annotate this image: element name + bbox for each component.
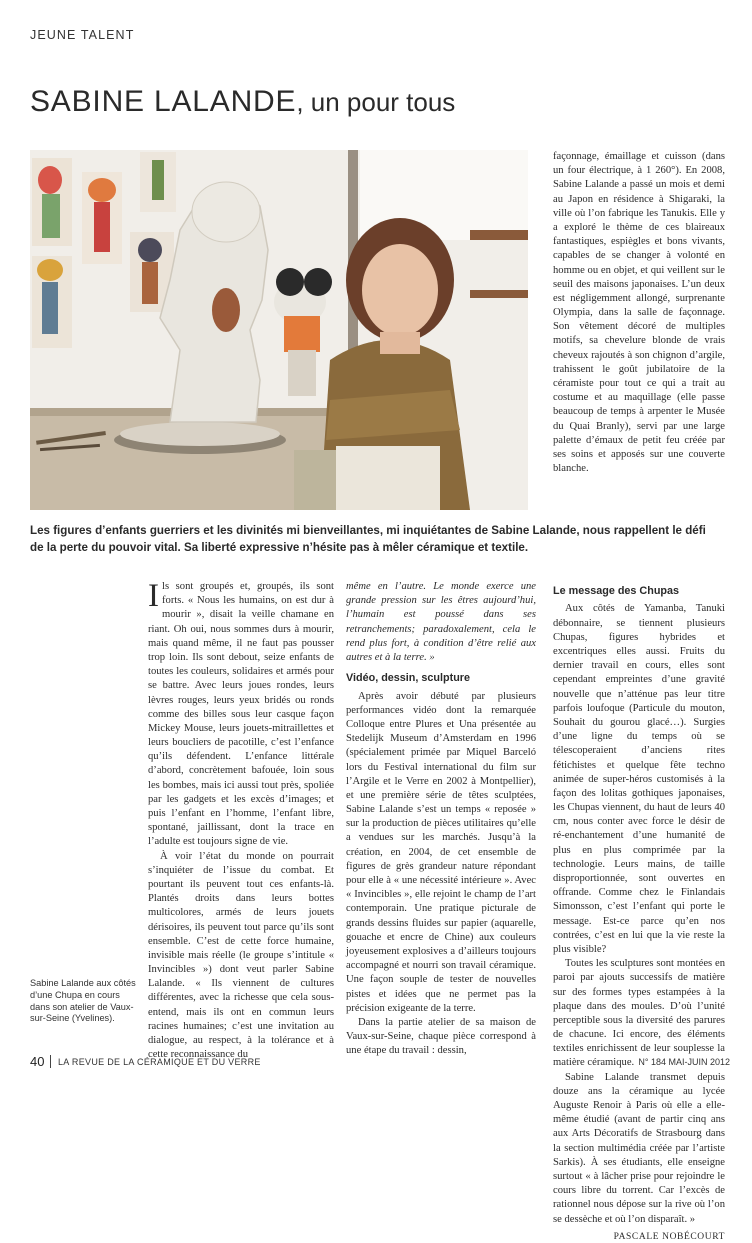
paragraph: Toutes les sculptures sont montées en paroi par ajouts successifs de matière sur des formes types estampées à la plaque dans des moules. D’où l’unité perceptible sous la diversité des parures de chacune. Ici encore, des éléments textiles enrichissent de leur souplesse la matière céramique. xyxy=(553,958,725,1069)
page-footer xyxy=(30,1054,730,1069)
paragraph: Après avoir débuté par plusieurs performances vidéo dont la remarquée Colloque entre Plures et Una présentée au Stedelijk Museum d’Amsterdam en 1996 (spécialement primée par Miquel Barceló lors du Festival international du film sur l’Argile et le Verre en 2002 à Montpellier), et une première série de têtes sculptées, Sabine Lalande s’est un temps « reposée » sur la production de pièces utilitaires qu’elle a vendues sur les marchés. Jusqu’à la création, en 2004, de cet ensemble de figures de grès grandeur nature répondant pour elle à « une nécessité intérieure ». Avec « Invincibles », elle rejoint le champ de l’art contemporain. Une pratique picturale de grands dessins fluides sur papier (aquarelle, gouache et encre de Chine) aux couleurs joyeusement explosives a d’ailleurs toujours accompagné et nourri son travail céramique. Une façon souple de tester de nouvelles pistes et idées que ne permet pas la précision exigeante de la terre. xyxy=(346,690,536,1014)
issue-info: N° 184 MAI-JUIN 2012 xyxy=(638,1057,730,1067)
side-caption: Sabine Lalande aux côtés d’une Chupa en cours dans son atelier de Vaux-sur-Seine (Yvelines). xyxy=(30,978,136,1024)
paragraph: Sabine Lalande transmet depuis douze ans la céramique au lycée Auguste Renoir à Paris où elle a elle-même étudié (avant de partir cinq ans aux Arts Décoratifs de Strasbourg dans la section multimédia créée par l’artiste Sarkis). À ses étudiants, elle enseigne surtout « à lâcher prise pour rejoindre le cours libre du torrent. Car l’excès de rationnel nous dépose sur la rive où l’on se dessèche et où l’on disparaît. » xyxy=(553,1071,725,1225)
magazine-name: LA REVUE DE LA CÉRAMIQUE ET DU VERRE xyxy=(58,1057,261,1067)
headline-subtitle: , un pour tous xyxy=(296,87,456,117)
text-column-right xyxy=(553,150,725,476)
subhead-chupas: Le message des Chupas xyxy=(553,585,680,597)
opening-paragraph: Ils sont groupés et, groupés, ils sont forts. « Nous les humains, on est dur à mourir », disait la veille chamane en riant. Oh oui, nous sommes durs à mourir, mais quand même, il ne faut pas pousser trop loin. Ils sont debout, seize enfants de toutes les couleurs, solidaires et armés pour se battre. Avec leurs joues rondes, leurs lèvres rouges, leurs yeux bridés ou ronds comme des billes sous leur casque façon Mickey Mouse, leurs jouets-mitraillettes et leurs boucliers de pacotille, c’est l’enfance qu’ils défendent. L’enfance littérale d’abord, concrètement bafouée, loin sous les bombes, mais ici aussi tout près, spoliée par les gadgets et les excès d’images; et puis l’enfant en l’homme, l’enfant libre, spontané, jaillissant, dont la trace en l’adulte est toujours signe de vie. xyxy=(148,578,334,848)
text-column-1 xyxy=(148,580,334,1062)
paragraph: À voir l’état du monde on pourrait s’inquiéter de l’issue du combat. Et pourtant ils peuvent tout ces enfants-là. Plantés droits dans leurs bottes multicolores, armés de leurs jouets dérisoires, ils peuvent tout parce qu’ils sont ensemble. C’est de cette force humaine, invisible mais réelle (le groupe s’intitule « Invincibles ») dont veut parler Sabine Lalande. « Ils viennent de cultures différentes, avec la richesse que cela sous-entend, mais ils ont en commun leurs racines humaines; c’est une invitation au dialogue, au respect, à la tolérance et à cette reconnaissance du xyxy=(148,850,334,1061)
section-label: JEUNE TALENT xyxy=(30,28,135,42)
footer-divider xyxy=(50,1055,51,1068)
paragraph: Dans la partie atelier de sa maison de Vaux-sur-Seine, chaque pièce correspond à une étape du travail : dessin, xyxy=(346,1016,536,1057)
photo-caption: Les figures d’enfants guerriers et les divinités mi bienveillantes, mi inquiétantes de Sabine Lalande, nous rappellent le défi de la perte du pouvoir vital. Sa liberté expressive n’hésite pas à mêler céramique et textile. xyxy=(30,524,706,555)
quote-continuation: même en l’autre. Le monde exerce une grande pression sur les êtres aujourd’hui, l’humain est poussé dans ses retranchements; paradoxalement, cela le rend plus fort, à condition d’être relié aux autres et à la terre. » xyxy=(346,581,536,663)
artist-studio-photo xyxy=(30,150,528,510)
drop-cap: I xyxy=(148,578,159,614)
byline: PASCALE NOBÉCOURT xyxy=(613,1231,725,1242)
page-number: 40 xyxy=(30,1054,45,1069)
paragraph: Aux côtés de Yamanba, Tanuki débonnaire, se tiennent plusieurs Chupas, figures hybrides et excentriques elles aussi. Fruits du dernier travail en cours, elles sont cependant empreintes d’une gravité nouvelle que n’atténue pas leur titre parfois loufoque (Particule du mouton, Souhait du gourou glacé…). Surgies d’une ligne du temps où se télescoperaient d’anciens rites fétichistes et quelque fête techno animée de super-héros customisés à la façon des lolitas gothiques japonaises, les Chupas viennent, du haut de leurs 40 cm, nous conter avec force le désir de ré-enchantement d’une humanité de plus en plus comprimée par la technologie. Leurs mains, de taille disproportionnée, sont ouvertes en offrande. Comme chez le Finlandais Simonsson, c’est l’enfant qui porte le message. Est-ce parce qu’en nos contrées, c’est en lui que la vie reste la plus visible? xyxy=(553,603,725,955)
text-column-3 xyxy=(553,578,725,1243)
headline-name: SABINE LALANDE xyxy=(30,85,297,118)
text-column-2 xyxy=(346,580,536,1058)
paragraph: façonnage, émaillage et cuisson (dans un four électrique, à 1 260°). En 2008, Sabine Lalande a passé un mois et demi au Japon en résidence à Shigaraki, la ville où l’on fabrique les Tanukis. Elle y a exploré le thème de ces blaireaux fantastiques, espiègles et bons vivants, capables de se changer à volonté en homme ou en objet, et qui veillent sur le seuil des maisons japonaises. L’un deux est négligemment allongé, surprenante Olympia, dans la salle de façonnage. Son vêtement décoré de multiples motifs, sa chevelure blonde de vrais cheveux rajoutés à son chignon d’argile, trahissent le goût jubilatoire de la céramiste pour tout ce qui a trait au costume et au maquillage (elle passe beaucoup de temps à arpenter le Musée du Quai Branly), servi par une large palette d’émaux de petit feu créée par ses soins et apposés sur une couverte blanche. xyxy=(553,151,725,475)
subhead-video: Vidéo, dessin, sculpture xyxy=(346,672,471,685)
page-title xyxy=(30,82,455,119)
